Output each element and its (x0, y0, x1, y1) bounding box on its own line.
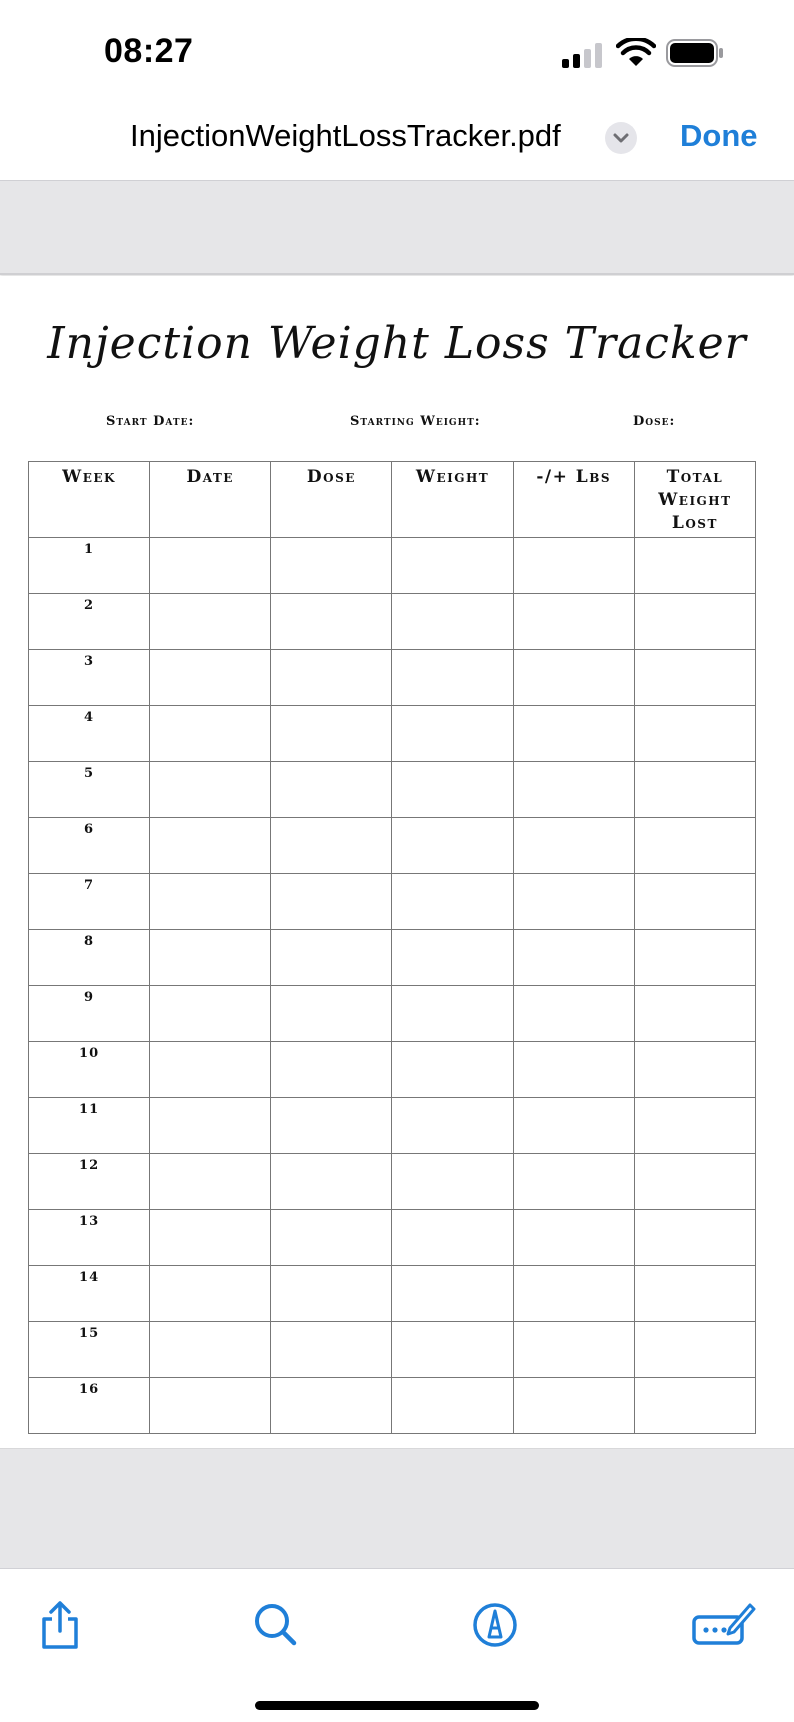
table-row (29, 930, 756, 986)
starting-weight-label: Starting Weight: (350, 414, 481, 429)
header-weight: Weight (392, 462, 513, 538)
weight-cell[interactable] (392, 1042, 513, 1098)
total-weight-lost-cell[interactable] (634, 930, 755, 986)
dose-cell[interactable] (271, 818, 392, 874)
date-cell[interactable] (150, 762, 271, 818)
dose-cell[interactable] (271, 1042, 392, 1098)
total-weight-lost-cell[interactable] (634, 1378, 755, 1434)
week-number-cell: 3 (29, 650, 150, 706)
dose-cell[interactable] (271, 1266, 392, 1322)
status-time: 08:27 (104, 32, 194, 70)
pdf-page[interactable] (0, 276, 794, 1448)
table-row (29, 650, 756, 706)
weight-cell[interactable] (392, 1266, 513, 1322)
tracker-title: Injection Weight Loss Tracker (47, 318, 747, 369)
weight-cell[interactable] (392, 762, 513, 818)
table-row (29, 986, 756, 1042)
fill-sign-button[interactable] (690, 1595, 760, 1655)
table-row (29, 706, 756, 762)
table-row (29, 538, 756, 594)
total-weight-lost-cell[interactable] (634, 1322, 755, 1378)
date-cell[interactable] (150, 1210, 271, 1266)
header-plus-minus-lbs: -/+ Lbs (513, 462, 634, 538)
weight-cell[interactable] (392, 538, 513, 594)
cellular-signal-icon (562, 42, 604, 68)
total-weight-lost-cell[interactable] (634, 594, 755, 650)
weight-cell[interactable] (392, 818, 513, 874)
table-header-row (29, 462, 756, 538)
week-number-cell: 1 (29, 538, 150, 594)
plus-minus-lbs-cell[interactable] (513, 1042, 634, 1098)
table-row (29, 1154, 756, 1210)
dose-cell[interactable] (271, 594, 392, 650)
plus-minus-lbs-cell[interactable] (513, 874, 634, 930)
week-number-cell: 14 (29, 1266, 150, 1322)
table-row (29, 1042, 756, 1098)
weight-cell[interactable] (392, 594, 513, 650)
plus-minus-lbs-cell[interactable] (513, 1098, 634, 1154)
search-icon (246, 1595, 306, 1655)
tracker-table (28, 461, 756, 1434)
dose-cell[interactable] (271, 538, 392, 594)
week-number-cell: 4 (29, 706, 150, 762)
share-icon (30, 1595, 90, 1655)
plus-minus-lbs-cell[interactable] (513, 650, 634, 706)
plus-minus-lbs-cell[interactable] (513, 1322, 634, 1378)
fill-sign-icon (690, 1595, 760, 1655)
table-row (29, 1378, 756, 1434)
navigation-bar (0, 100, 794, 181)
date-cell[interactable] (150, 818, 271, 874)
document-menu-button[interactable] (605, 122, 637, 154)
bottom-toolbar (0, 1568, 794, 1722)
share-button[interactable] (30, 1595, 90, 1655)
date-cell[interactable] (150, 1154, 271, 1210)
total-weight-lost-cell[interactable] (634, 1210, 755, 1266)
plus-minus-lbs-cell[interactable] (513, 538, 634, 594)
date-cell[interactable] (150, 874, 271, 930)
weight-cell[interactable] (392, 1098, 513, 1154)
chevron-down-icon (605, 122, 637, 154)
dose-label: Dose: (633, 414, 676, 429)
plus-minus-lbs-cell[interactable] (513, 1378, 634, 1434)
date-cell[interactable] (150, 706, 271, 762)
date-cell[interactable] (150, 1098, 271, 1154)
weight-cell[interactable] (392, 930, 513, 986)
dose-cell[interactable] (271, 1098, 392, 1154)
dose-cell[interactable] (271, 1322, 392, 1378)
week-number-cell: 6 (29, 818, 150, 874)
week-number-cell: 11 (29, 1098, 150, 1154)
done-button[interactable]: Done (680, 118, 758, 153)
total-weight-lost-cell[interactable] (634, 1154, 755, 1210)
total-weight-lost-cell[interactable] (634, 650, 755, 706)
dose-cell[interactable] (271, 986, 392, 1042)
plus-minus-lbs-cell[interactable] (513, 762, 634, 818)
dose-cell[interactable] (271, 1154, 392, 1210)
markup-pen-icon (465, 1595, 525, 1655)
dose-cell[interactable] (271, 1378, 392, 1434)
week-number-cell: 2 (29, 594, 150, 650)
header-total-weight-lost: Total Weight Lost (634, 462, 755, 538)
plus-minus-lbs-cell[interactable] (513, 1154, 634, 1210)
table-row (29, 1098, 756, 1154)
total-weight-lost-cell[interactable] (634, 986, 755, 1042)
plus-minus-lbs-cell[interactable] (513, 1266, 634, 1322)
weight-cell[interactable] (392, 1210, 513, 1266)
weight-cell[interactable] (392, 986, 513, 1042)
table-row (29, 874, 756, 930)
dose-cell[interactable] (271, 874, 392, 930)
weight-cell[interactable] (392, 706, 513, 762)
week-number-cell: 13 (29, 1210, 150, 1266)
weight-cell[interactable] (392, 1322, 513, 1378)
weight-cell[interactable] (392, 650, 513, 706)
plus-minus-lbs-cell[interactable] (513, 594, 634, 650)
date-cell[interactable] (150, 594, 271, 650)
week-number-cell: 16 (29, 1378, 150, 1434)
total-weight-lost-cell[interactable] (634, 1098, 755, 1154)
week-number-cell: 9 (29, 986, 150, 1042)
wifi-icon (616, 38, 656, 68)
plus-minus-lbs-cell[interactable] (513, 1210, 634, 1266)
battery-icon (666, 38, 724, 68)
header-week: Week (29, 462, 150, 538)
table-row (29, 1322, 756, 1378)
search-button[interactable] (246, 1595, 306, 1655)
week-number-cell: 8 (29, 930, 150, 986)
total-weight-lost-cell[interactable] (634, 706, 755, 762)
total-weight-lost-cell[interactable] (634, 1266, 755, 1322)
table-row (29, 1210, 756, 1266)
total-weight-lost-cell[interactable] (634, 538, 755, 594)
weight-cell[interactable] (392, 1378, 513, 1434)
header-date: Date (150, 462, 271, 538)
page-gap-top (0, 181, 794, 275)
plus-minus-lbs-cell[interactable] (513, 986, 634, 1042)
document-filename: InjectionWeightLossTracker.pdf (130, 118, 561, 153)
table-row (29, 1266, 756, 1322)
home-indicator[interactable] (255, 1701, 539, 1710)
total-weight-lost-cell[interactable] (634, 818, 755, 874)
total-weight-lost-cell[interactable] (634, 1042, 755, 1098)
week-number-cell: 12 (29, 1154, 150, 1210)
dose-cell[interactable] (271, 930, 392, 986)
date-cell[interactable] (150, 1042, 271, 1098)
page-gap-bottom (0, 1448, 794, 1569)
table-row (29, 594, 756, 650)
week-number-cell: 7 (29, 874, 150, 930)
week-number-cell: 15 (29, 1322, 150, 1378)
plus-minus-lbs-cell[interactable] (513, 930, 634, 986)
date-cell[interactable] (150, 986, 271, 1042)
date-cell[interactable] (150, 930, 271, 986)
total-weight-lost-cell[interactable] (634, 762, 755, 818)
header-dose: Dose (271, 462, 392, 538)
total-weight-lost-cell[interactable] (634, 874, 755, 930)
table-row (29, 818, 756, 874)
dose-cell[interactable] (271, 1210, 392, 1266)
date-cell[interactable] (150, 1322, 271, 1378)
markup-button[interactable] (465, 1595, 525, 1655)
table-row (29, 762, 756, 818)
plus-minus-lbs-cell[interactable] (513, 706, 634, 762)
dose-cell[interactable] (271, 762, 392, 818)
date-cell[interactable] (150, 1378, 271, 1434)
date-cell[interactable] (150, 650, 271, 706)
weight-cell[interactable] (392, 1154, 513, 1210)
date-cell[interactable] (150, 1266, 271, 1322)
date-cell[interactable] (150, 538, 271, 594)
plus-minus-lbs-cell[interactable] (513, 818, 634, 874)
week-number-cell: 10 (29, 1042, 150, 1098)
week-number-cell: 5 (29, 762, 150, 818)
dose-cell[interactable] (271, 706, 392, 762)
weight-cell[interactable] (392, 874, 513, 930)
status-bar (0, 0, 794, 100)
start-date-label: Start Date: (106, 414, 195, 429)
dose-cell[interactable] (271, 650, 392, 706)
